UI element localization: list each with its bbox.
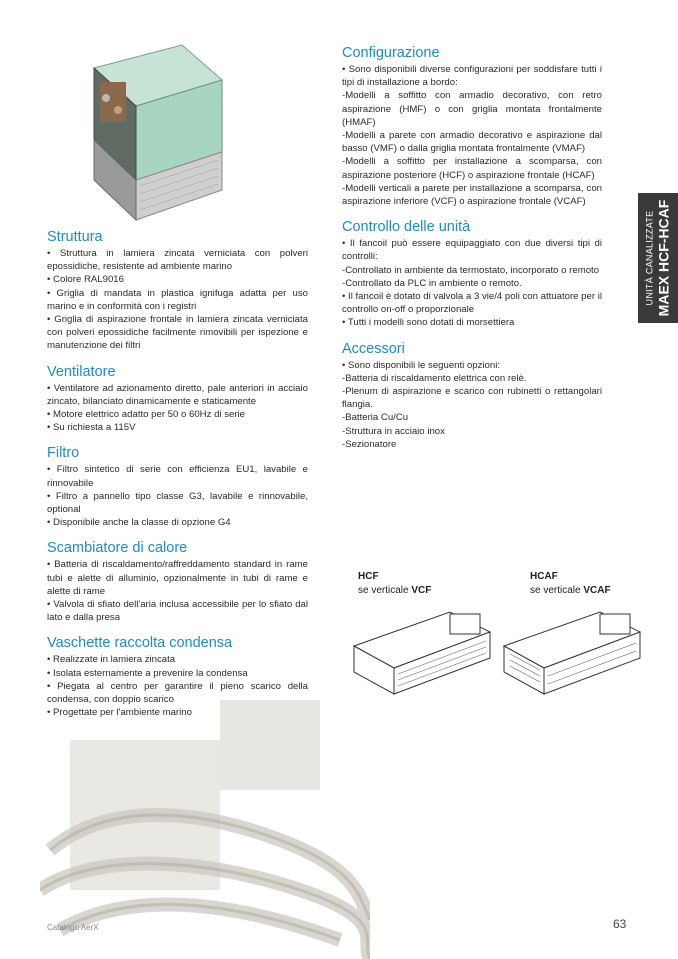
section-line: • Colore RAL9016 bbox=[47, 274, 124, 286]
hcf-unit-drawing bbox=[350, 606, 498, 698]
side-tab-model: MAEX HCF-HCAF bbox=[655, 199, 672, 317]
unit-vertical-model: VCF bbox=[411, 585, 432, 596]
section-line: • Il fancoil è dotato di valvola a 3 vie/4 poli con attuatore per il controllo on-off o proporzionale bbox=[342, 291, 602, 316]
section-line: • Batteria di riscaldamento/raffreddamento standard in rame tubi e alette di alluminio, opzionalmente in tubi di rame e alette di rame bbox=[47, 559, 308, 597]
section-vaschette bbox=[47, 634, 308, 719]
unit-vertical-model: VCAF bbox=[583, 585, 611, 596]
unit-vertical-prefix: se verticale bbox=[530, 585, 584, 596]
section-line: • Valvola di sfiato dell'aria inclusa accessibile per lo sfiato dal lato e dalla presa bbox=[47, 599, 308, 624]
unit-model: HCF bbox=[358, 571, 379, 582]
rope-background-image bbox=[40, 690, 370, 959]
hcaf-unit-drawing bbox=[500, 606, 650, 698]
section-line: -Struttura in acciaio inox bbox=[342, 425, 445, 437]
section-line: -Batteria di riscaldamento elettrica con relè. bbox=[342, 372, 527, 384]
section-title: Ventilatore bbox=[47, 363, 116, 380]
section-title: Accessori bbox=[342, 340, 405, 357]
section-controllo bbox=[342, 218, 602, 329]
section-line: • Filtro sintetico di serie con efficienza EU1, lavabile e rinnovabile bbox=[47, 464, 308, 489]
unit-model: HCAF bbox=[530, 571, 558, 582]
section-title: Scambiatore di calore bbox=[47, 540, 188, 557]
section-configurazione bbox=[342, 44, 602, 208]
section-line: • Sono disponibili le seguenti opzioni: bbox=[342, 359, 501, 371]
section-line: • Ventilatore ad azionamento diretto, pale anteriori in acciaio zincato, bilanciato dinamicamente e staticamente bbox=[47, 382, 308, 407]
section-line: • Sono disponibili diverse configurazioni per soddisfare tutti i tipi di installazione a bordo: bbox=[342, 64, 602, 89]
section-line: -Controllato in ambiente da termostato, incorporato o remoto bbox=[342, 264, 600, 276]
section-line: -Controllato da PLC in ambiente o remoto. bbox=[342, 277, 522, 289]
section-line: -Modelli a parete con armadio decorativo e aspirazione dal basso (VMF) o dalla griglia montata frontalmente (VMAF) bbox=[342, 130, 602, 155]
section-line: • Struttura in lamiera zincata verniciata con polveri epossidiche, resistente ad ambiente marino bbox=[47, 248, 308, 273]
section-line: • Motore elettrico adatto per 50 o 60Hz di serie bbox=[47, 409, 246, 421]
section-title: Configurazione bbox=[342, 45, 440, 61]
section-line: • Su richiesta a 115V bbox=[47, 422, 136, 434]
left-column bbox=[47, 228, 308, 729]
section-line: • Disponibile anche la classe di opzione G4 bbox=[47, 517, 231, 529]
fancoil-unit-photo bbox=[72, 40, 240, 225]
section-line: -Sezionatore bbox=[342, 438, 397, 450]
page-number: 63 bbox=[613, 917, 627, 931]
section-struttura bbox=[47, 228, 308, 353]
section-line: • Filtro a pannello tipo classe G3, lavabile e rinnovabile, optional bbox=[47, 490, 308, 516]
section-accessori bbox=[342, 340, 602, 451]
section-line: • Isolata esternamente a prevenire la condensa bbox=[47, 667, 248, 679]
section-line: • Tutti i modelli sono dotati di morsettiera bbox=[342, 317, 515, 329]
section-line: • Piegata al centro per garantire il pieno scarico della condensa, con doppio scarico bbox=[47, 680, 308, 706]
catalog-name: Catalogo AerX bbox=[47, 923, 99, 932]
section-title: Struttura bbox=[47, 229, 103, 245]
section-ventilatore bbox=[47, 363, 308, 435]
right-column bbox=[342, 44, 602, 461]
section-title: Filtro bbox=[47, 445, 80, 462]
section-title: Controllo delle unità bbox=[342, 219, 471, 236]
section-line: • Griglia di aspirazione frontale in lamiera zincata verniciata con polveri epossidiche facilmente rimovibili per ispezione e manutenzione dei filtri bbox=[47, 314, 308, 352]
side-tab-category: UNITÀ CANALIZZATE bbox=[644, 210, 655, 306]
section-scambiatore bbox=[47, 539, 308, 624]
side-tab bbox=[638, 193, 678, 323]
section-line: • Progettate per l'ambiente marino bbox=[47, 707, 192, 719]
unit-label-hcaf bbox=[530, 570, 611, 598]
section-line: -Modelli a soffitto per installazione a scomparsa, con aspirazione posteriore (HCF) o aspirazione frontale (HCAF) bbox=[342, 156, 602, 181]
section-line: -Modelli a soffitto con armadio decorativo, con retro aspirazione (HMF) o con griglia montata frontalmente (HMAF) bbox=[342, 90, 602, 128]
section-filtro bbox=[47, 444, 308, 529]
section-line: -Batteria Cu/Cu bbox=[342, 412, 409, 424]
section-line: • Il fancoil può essere equipaggiato con due diversi tipi di controlli: bbox=[342, 238, 602, 263]
section-line: • Realizzate in lamiera zincata bbox=[47, 654, 176, 666]
unit-vertical-prefix: se verticale bbox=[358, 585, 412, 596]
section-title: Vaschette raccolta condensa bbox=[47, 635, 233, 652]
section-line: -Modelli verticali a parete per installazione a scomparsa, con aspirazione inferiore (VCF) o aspirazione frontale (VCAF) bbox=[342, 182, 602, 208]
unit-label-hcf bbox=[358, 570, 431, 598]
section-line: • Griglia di mandata in plastica ignifuga adatta per uso marino e in conformità con i registri bbox=[47, 287, 308, 312]
section-line: -Plenum di aspirazione e scarico con rubinetti o rettangolari flangia. bbox=[342, 386, 602, 411]
